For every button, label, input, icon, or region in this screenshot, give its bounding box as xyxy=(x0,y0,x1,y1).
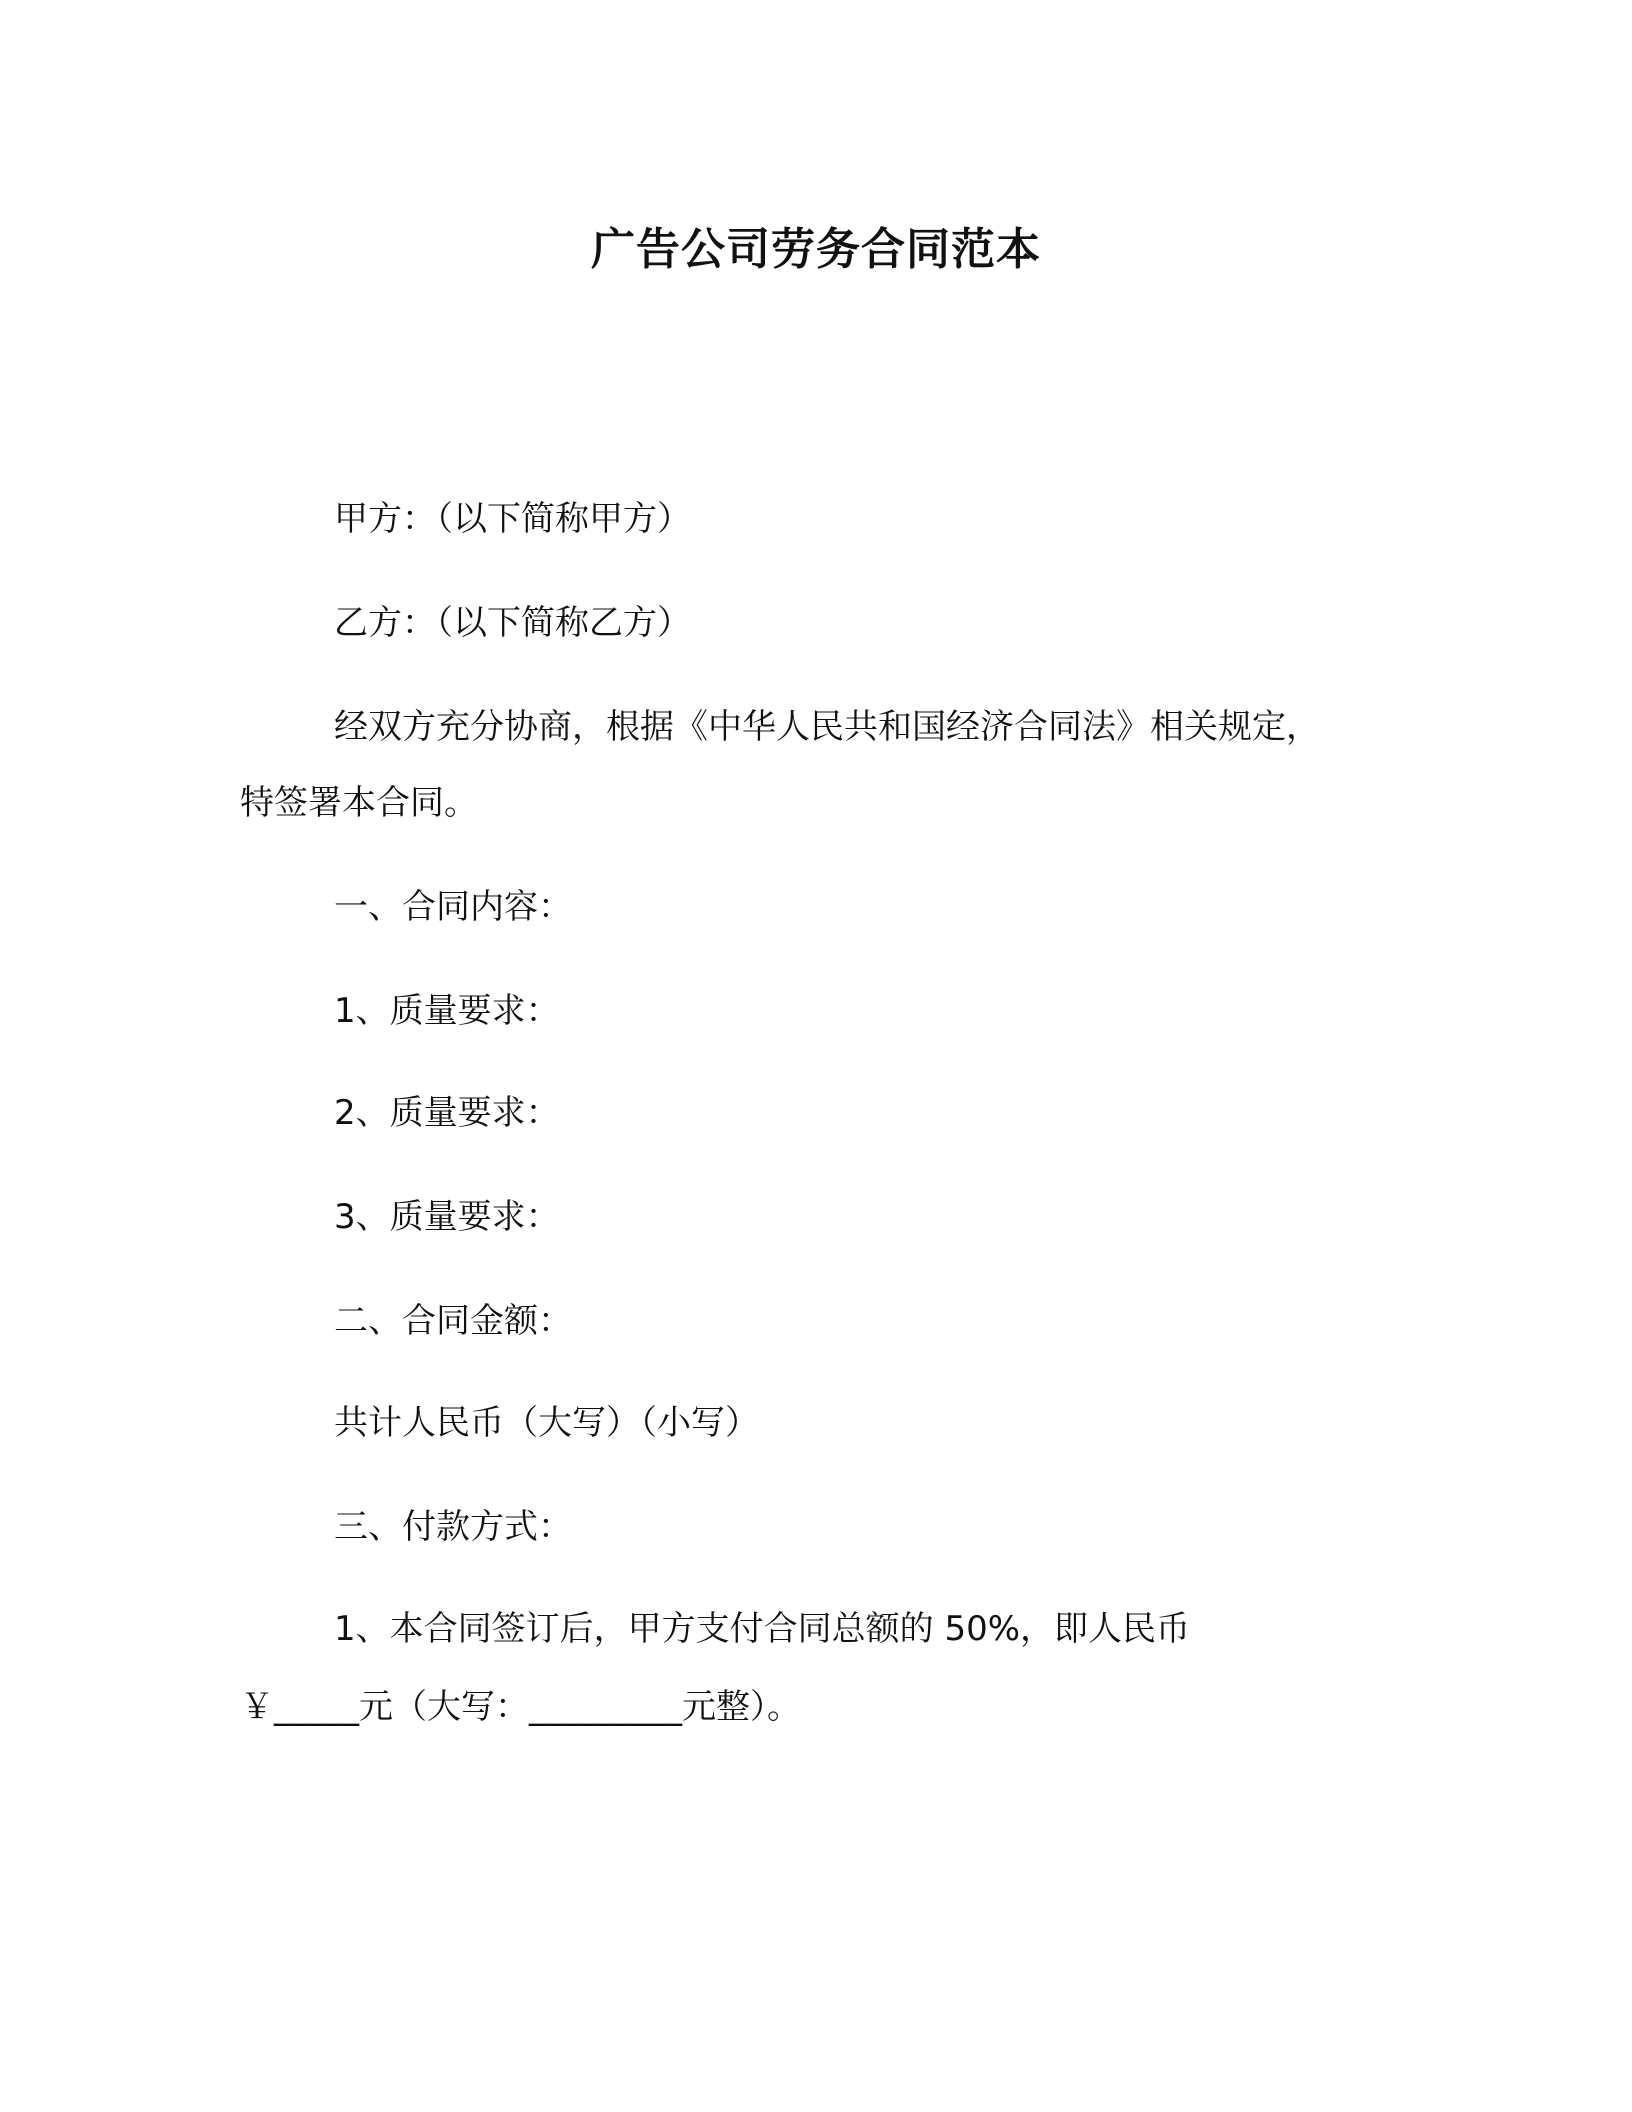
quality-requirement-3: 3、质量要求： xyxy=(334,1197,560,1237)
amount-line: 共计人民币（大写）（小写） xyxy=(334,1403,759,1443)
party-b-line: 乙方：（以下简称乙方） xyxy=(334,603,691,643)
section-3-heading: 三、付款方式： xyxy=(334,1507,572,1547)
section-1-heading: 一、合同内容： xyxy=(334,887,572,927)
preamble-line-2: 特签署本合同。 xyxy=(240,783,478,823)
quality-requirement-1: 1、质量要求： xyxy=(334,991,560,1031)
payment-clause-line-1: 1、本合同签订后，甲方支付合同总额的 50%，即人民币 xyxy=(334,1609,1191,1649)
section-2-heading: 二、合同金额： xyxy=(334,1301,572,1341)
preamble-line-1: 经双方充分协商，根据《中华人民共和国经济合同法》相关规定， xyxy=(334,707,1320,747)
payment-clause-line-2: ￥_____元（大写：_________元整）。 xyxy=(240,1687,801,1727)
quality-requirement-2: 2、质量要求： xyxy=(334,1093,560,1133)
party-a-line: 甲方：（以下简称甲方） xyxy=(334,499,691,539)
document-title: 广告公司劳务合同范本 xyxy=(591,224,1041,275)
